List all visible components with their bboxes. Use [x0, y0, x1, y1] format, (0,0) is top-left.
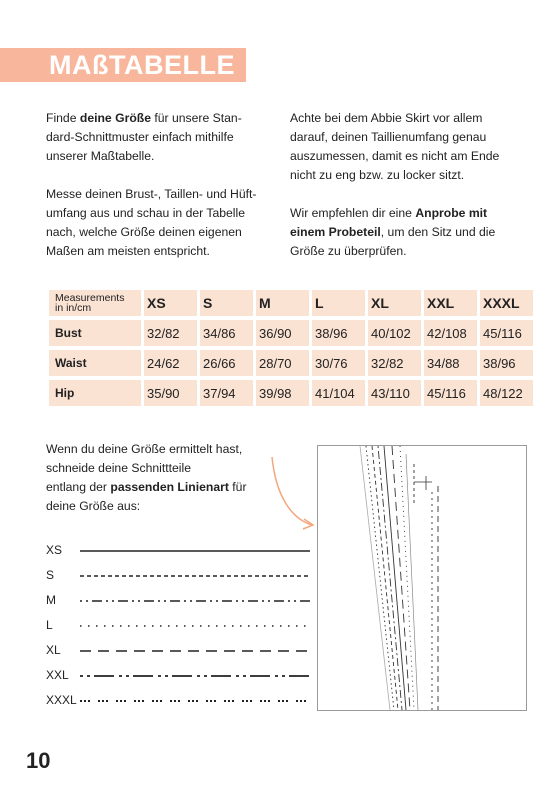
size-header: XXXL	[480, 290, 533, 316]
legend-label: M	[46, 593, 56, 607]
bold-text: passenden Linienart	[110, 480, 229, 494]
table-cell: 40/102	[368, 320, 421, 346]
cut-instruction	[46, 440, 247, 516]
hint-line1: Wenn du deine Größe ermittelt hast,	[46, 442, 243, 456]
size-header: XL	[368, 290, 421, 316]
size-header: XS	[144, 290, 197, 316]
intro-left-p2-line2: umfang aus und schau in der Tabelle	[46, 206, 245, 220]
table-cell: 38/96	[480, 350, 533, 376]
table-cell: 42/108	[424, 320, 477, 346]
table-cell: 35/90	[144, 380, 197, 406]
bold-text: einem Probeteil	[290, 225, 381, 239]
table-cell: 43/110	[368, 380, 421, 406]
row-label: Bust	[49, 320, 141, 346]
table-cell: 32/82	[368, 350, 421, 376]
legend-label: XL	[46, 643, 61, 657]
dash-dot-dot-line-icon	[80, 599, 312, 603]
intro-left-p1-line2: dard-Schnittmuster einfach mithilfe	[46, 130, 234, 144]
pattern-lines-illustration	[318, 446, 526, 710]
corner-label: Measurements	[55, 292, 125, 304]
dash-dot-line-icon	[80, 674, 312, 678]
dashed-line-icon	[80, 574, 312, 578]
text: Finde	[46, 111, 80, 125]
table-cell: 26/66	[200, 350, 253, 376]
table-cell: 41/104	[312, 380, 365, 406]
table-cell: 48/122	[480, 380, 533, 406]
intro-left-p2-line3: nach, welche Größe deinen eigenen	[46, 225, 242, 239]
dotted-line-icon	[80, 624, 312, 628]
row-label: Waist	[49, 350, 141, 376]
table-cell: 45/116	[424, 380, 477, 406]
table-cell: 34/88	[424, 350, 477, 376]
table-cell: 45/116	[480, 320, 533, 346]
pattern-excerpt	[317, 445, 527, 711]
corner-unit: in in/cm	[55, 302, 92, 314]
table-corner-cell	[49, 290, 141, 316]
size-header: S	[200, 290, 253, 316]
bold-text: Anprobe mit	[415, 206, 488, 220]
table-cell: 24/62	[144, 350, 197, 376]
hint-line2: schneide deine Schnittteile	[46, 461, 191, 475]
size-header: XXL	[424, 290, 477, 316]
table-header-row	[49, 290, 533, 316]
table-cell: 30/76	[312, 350, 365, 376]
hint-line4: deine Größe aus:	[46, 499, 141, 513]
intro-right-p1-line3: auszumessen, damit es nicht am Ende	[290, 149, 500, 163]
solid-line-icon	[80, 549, 312, 553]
long-dash-line-icon	[80, 649, 312, 653]
intro-left-p1-line1	[46, 109, 276, 128]
size-header: L	[312, 290, 365, 316]
intro-left	[46, 109, 276, 261]
row-label: Hip	[49, 380, 141, 406]
legend-label: XXXL	[46, 693, 77, 707]
table-row	[49, 380, 533, 406]
text: , um den Sitz und die	[380, 225, 496, 239]
text: für unsere Stan-	[150, 111, 242, 125]
intro-right-p1-line2: darauf, deinen Taillienumfang genau	[290, 130, 487, 144]
intro-left-p2-line1: Messe deinen Brust-, Taillen- und Hüft-	[46, 187, 257, 201]
legend-label: XS	[46, 543, 63, 557]
page-number: 10	[26, 748, 51, 773]
intro-left-p2-line4: Maßen am meisten entspricht.	[46, 244, 210, 258]
text: Wir empfehlen dir eine	[290, 206, 416, 220]
dot-cluster-line-icon	[80, 699, 312, 703]
table-cell: 39/98	[256, 380, 309, 406]
intro-right-p2-line3: Größe zu überprüfen.	[290, 244, 407, 258]
curved-arrow-icon	[270, 455, 318, 535]
page-title: MAßTABELLE	[49, 50, 235, 80]
intro-right	[290, 109, 530, 261]
measurement-table	[46, 286, 536, 410]
table-row	[49, 350, 533, 376]
legend-label: XXL	[46, 668, 69, 682]
intro-right-p2-line2	[290, 223, 530, 242]
hint-line3	[46, 478, 247, 497]
text: für	[228, 480, 247, 494]
table-cell: 38/96	[312, 320, 365, 346]
table-cell: 36/90	[256, 320, 309, 346]
size-header: M	[256, 290, 309, 316]
intro-right-p1-line1: Achte bei dem Abbie Skirt vor allem	[290, 111, 483, 125]
table-cell: 32/82	[144, 320, 197, 346]
legend-label: L	[46, 618, 53, 632]
table-cell: 37/94	[200, 380, 253, 406]
intro-left-p1-line3: unserer Maßtabelle.	[46, 149, 155, 163]
table-row	[49, 320, 533, 346]
text: entlang der	[46, 480, 111, 494]
legend-label: S	[46, 568, 55, 582]
table-cell: 28/70	[256, 350, 309, 376]
bold-text: deine Größe	[79, 111, 151, 125]
intro-right-p1-line4: nicht zu eng bzw. zu locker sitzt.	[290, 168, 465, 182]
intro-right-p2-line1	[290, 204, 530, 223]
table-cell: 34/86	[200, 320, 253, 346]
